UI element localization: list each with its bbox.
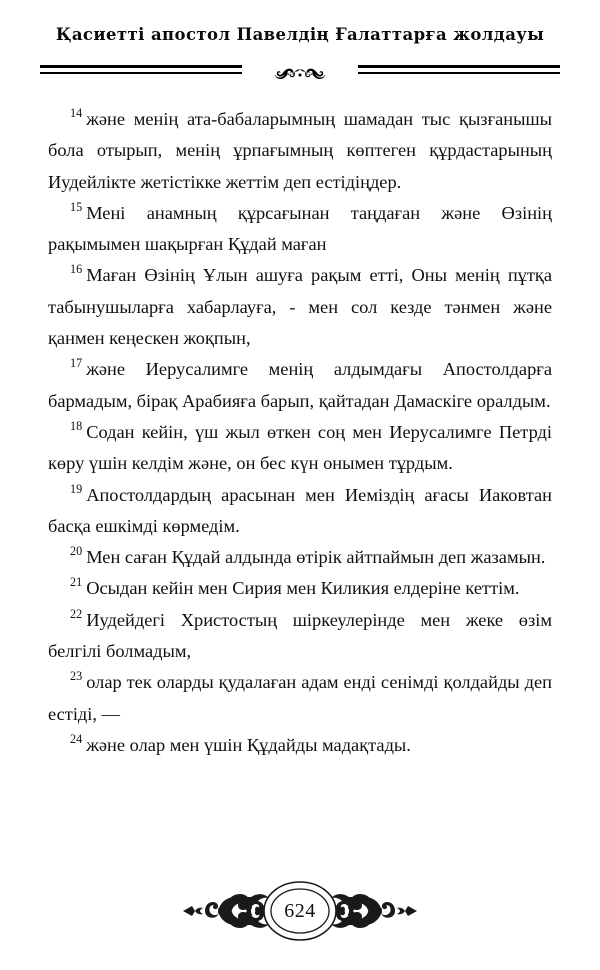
verse-text: және менің ата-бабаларымның шамадан тыс қызғанышы бола отырып, менің ұрпағымның көптеген құрдастарының Иудейлікте жетістікке жеттім деп естідіңдер.: [48, 109, 552, 192]
verse-paragraph: [48, 198, 552, 261]
verse-text: Мен саған Құдай алдында өтірік айтпаймын деп жазамын.: [86, 547, 546, 568]
verse-number: 21: [70, 575, 83, 590]
verse-number: 24: [70, 731, 83, 746]
verse-paragraph: [48, 260, 552, 354]
verse-text: Маған Өзінің Ұлын ашуға рақым етті, Оны менің пұтқа табынушыларға хабарлауға, - мен сол кезде тәнмен және қанмен кеңескен жоқпын,: [48, 265, 552, 349]
page-footer: [0, 868, 600, 954]
running-head-title: Қасиетті апостол Павелдің Ғалаттарға жолдауы: [55, 25, 545, 44]
verse-number: 18: [70, 418, 83, 433]
header-divider: [40, 62, 560, 86]
verse-text: және Иерусалимге менің алдымдағы Апостолдарға бармадым, бірақ Арабияға барып, қайтадан Дамаскіге оралдым.: [48, 359, 552, 411]
scripture-body: [48, 104, 552, 761]
verse-text: Содан кейін, үш жыл өткен соң мен Иерусалимге Петрді көру үшін келдім және, он бес күн онымен тұрдым.: [48, 421, 552, 474]
footer-ornament-icon: [175, 871, 425, 951]
verse-text: Мені анамның құрсағынан таңдаған және Өзінің рақымымен шақырған Құдай маған: [48, 202, 552, 255]
verse-text: және олар мен үшін Құдайды мадақтады.: [86, 734, 411, 755]
verse-number: 16: [70, 262, 83, 277]
verse-paragraph: [48, 104, 552, 198]
verse-number: 17: [70, 356, 83, 371]
verse-paragraph: [48, 667, 552, 730]
verse-paragraph: [48, 573, 552, 604]
verse-paragraph: [48, 605, 552, 668]
page-number: 624: [284, 899, 316, 922]
verse-number: 15: [70, 199, 83, 214]
divider-fleuron-ornament-icon: [242, 64, 358, 86]
running-head: [48, 26, 552, 44]
verse-number: 23: [70, 669, 83, 684]
verse-text: олар тек оларды қудалаған адам енді сенімді қолдайды деп естіді, —: [48, 672, 552, 724]
verse-number: 20: [70, 544, 83, 559]
verse-number: 14: [70, 106, 83, 120]
verse-paragraph: [48, 480, 552, 543]
verse-text: Иудейдегі Христостың шіркеулерінде мен жеке өзім белгілі болмадым,: [48, 609, 552, 662]
verse-paragraph: [48, 354, 552, 417]
verse-paragraph: [48, 417, 552, 480]
verse-text: Апостолдардың арасынан мен Иеміздің ағасы Иаковтан басқа ешкімді көрмедім.: [48, 484, 552, 536]
verse-number: 22: [70, 606, 83, 621]
verse-text: Осыдан кейін мен Сирия мен Киликия елдеріне кеттім.: [86, 578, 520, 599]
verse-paragraph: [48, 730, 552, 761]
verse-number: 19: [70, 481, 83, 496]
verse-paragraph: [48, 542, 552, 573]
